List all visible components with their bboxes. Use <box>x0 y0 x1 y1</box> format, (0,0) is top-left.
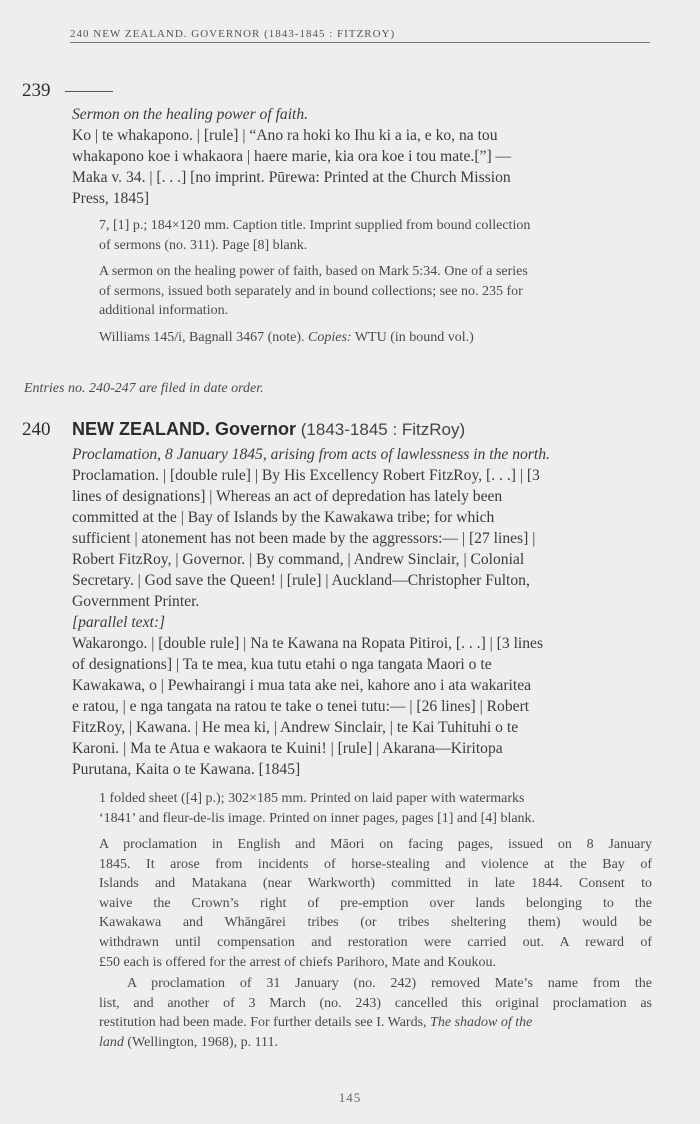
note-line: £50 each is offered for the arrest of chiefs Parihoro, Mate and Koukou. <box>99 954 497 970</box>
entry-240-physical <box>99 789 652 828</box>
book-title-end: land <box>99 1034 124 1050</box>
entry-239-title: Sermon on the healing power of faith. <box>72 106 309 123</box>
note-line: (Wellington, 1968), p. 111. <box>127 1034 279 1050</box>
entry-240-number: 240 <box>22 419 51 440</box>
entry-239-physical <box>99 216 652 255</box>
note-line: waive the Crown’s right of pre-emption over lands belonging to the <box>99 895 652 911</box>
note-line: additional information. <box>99 303 229 319</box>
physical-line: of sermons (no. 311). Page [8] blank. <box>99 237 308 253</box>
maori-line: e ratou, | e nga tangata na ratou te take o tenei tutu:— | [26 lines] | Robert <box>72 698 530 715</box>
english-line: Government Printer. <box>72 593 200 610</box>
entry-239-transcription-line: Maka v. 34. | [. . .] [no imprint. Pūrewa: Printed at the Church Mission <box>72 169 511 186</box>
maori-line: Kawakawa, o | Pewhairangi i mua tata ake nei, kahore ano i ata wakaritea <box>72 677 532 694</box>
note-line: Islands and Matakana (near Warkworth) committed in late 1844. Consent to <box>99 876 652 892</box>
maori-line: FitzRoy, | Kawana. | He mea ki, | Andrew Sinclair, | te Kai Tuhituhi o te <box>72 719 519 736</box>
note-line: A proclamation in English and Māori on facing pages, issued on 8 January <box>99 837 652 852</box>
copies-value: WTU (in bound vol.) <box>354 330 474 345</box>
filed-note: Entries no. 240-247 are filed in date order. <box>24 381 264 396</box>
maori-line: Purutana, Kaita o te Kawana. [1845] <box>72 761 301 778</box>
copies-label: Copies: <box>308 330 352 345</box>
physical-line: 1 folded sheet ([4] p.); 302×185 mm. Printed on laid paper with watermarks <box>99 791 525 806</box>
entry-239-number: 239 <box>22 80 113 102</box>
note-line: Kawakawa and Whāngārei tribes (or tribes sheltering them) would be <box>99 915 652 931</box>
note-line: A proclamation of 31 January (no. 242) removed Mate’s name from the <box>127 976 652 991</box>
physical-line: ‘1841’ and fleur-de-lis image. Printed on inner pages, pages [1] and [4] blank. <box>99 810 536 826</box>
parallel-text-label: [parallel text:] <box>72 614 166 631</box>
note-line: restitution had been made. For further details see I. Wards, <box>99 1015 427 1031</box>
note-line: A sermon on the healing power of faith, based on Mark 5:34. One of a series <box>99 264 528 279</box>
entry-240-note-1 <box>99 835 652 972</box>
heading-dates: (1843-1845 : FitzRoy) <box>300 420 466 439</box>
maori-line: Karoni. | Ma te Atua e wakaora te Kuini! | [rule] | Akarana—Kiritopa <box>72 740 503 757</box>
references: Williams 145/i, Bagnall 3467 (note). <box>99 330 305 345</box>
entry-240-note-2 <box>99 974 652 1052</box>
running-head: 240 NEW ZEALAND. GOVERNOR (1843-1845 : FITZROY) <box>70 28 650 43</box>
english-line: lines of designations] | Whereas an act of depredation has lately been <box>72 488 503 505</box>
maori-line: Wakarongo. | [double rule] | Na te Kawana na Ropata Pitiroi, [. . .] | [3 lines <box>72 635 544 652</box>
entry-239-note <box>99 262 652 321</box>
entry-239-refs <box>99 328 652 348</box>
note-line: list, and another of 3 March (no. 243) cancelled this original proclamation as <box>99 995 652 1011</box>
note-line: withdrawn until compensation and restoration were carried out. A reward of <box>99 934 652 950</box>
english-line: Robert FitzRoy, | Governor. | By command, | Andrew Sinclair, | Colonial <box>72 551 525 568</box>
entry-240-body <box>72 444 626 780</box>
entry-239-body <box>72 104 626 209</box>
note-line: 1845. It arose from incidents of horse-stealing and violence at the Bay of <box>99 856 652 872</box>
entry-239-transcription-line: Press, 1845] <box>72 190 150 207</box>
entry-240-heading <box>72 419 465 441</box>
note-line: of sermons, issued both separately and in bound collections; see no. 235 for <box>99 283 523 299</box>
entry-239-transcription-line: whakapono koe i whakaora | haere marie, kia ora koe i tou mate.[”] — <box>72 148 512 165</box>
maori-line: of designations] | Ta te mea, kua tutu etahi o nga tangata Maori o te <box>72 656 492 673</box>
english-line: Proclamation. | [double rule] | By His Excellency Robert FitzRoy, [. . .] | [3 <box>72 467 540 484</box>
heading-author: NEW ZEALAND. Governor <box>72 419 297 439</box>
english-line: committed at the | Bay of Islands by the Kawakawa tribe; for which <box>72 509 495 526</box>
entry-239-transcription-line: Ko | te whakapono. | [rule] | “Ano ra hoki ko Ihu ki a ia, e ko, na tou <box>72 127 498 144</box>
english-line: Secretary. | God save the Queen! | [rule] | Auckland—Christopher Fulton, <box>72 572 530 589</box>
page-number: 145 <box>338 1090 362 1105</box>
english-line: sufficient | atonement has not been made by the aggressors:— | [27 lines] | <box>72 530 536 547</box>
entry-240-title: Proclamation, 8 January 1845, arising from acts of lawlessness in the north. <box>72 446 550 463</box>
physical-line: 7, [1] p.; 184×120 mm. Caption title. Imprint supplied from bound collection <box>99 218 531 233</box>
repeat-heading-dash <box>65 91 113 92</box>
book-title: The shadow of the <box>430 1015 533 1031</box>
